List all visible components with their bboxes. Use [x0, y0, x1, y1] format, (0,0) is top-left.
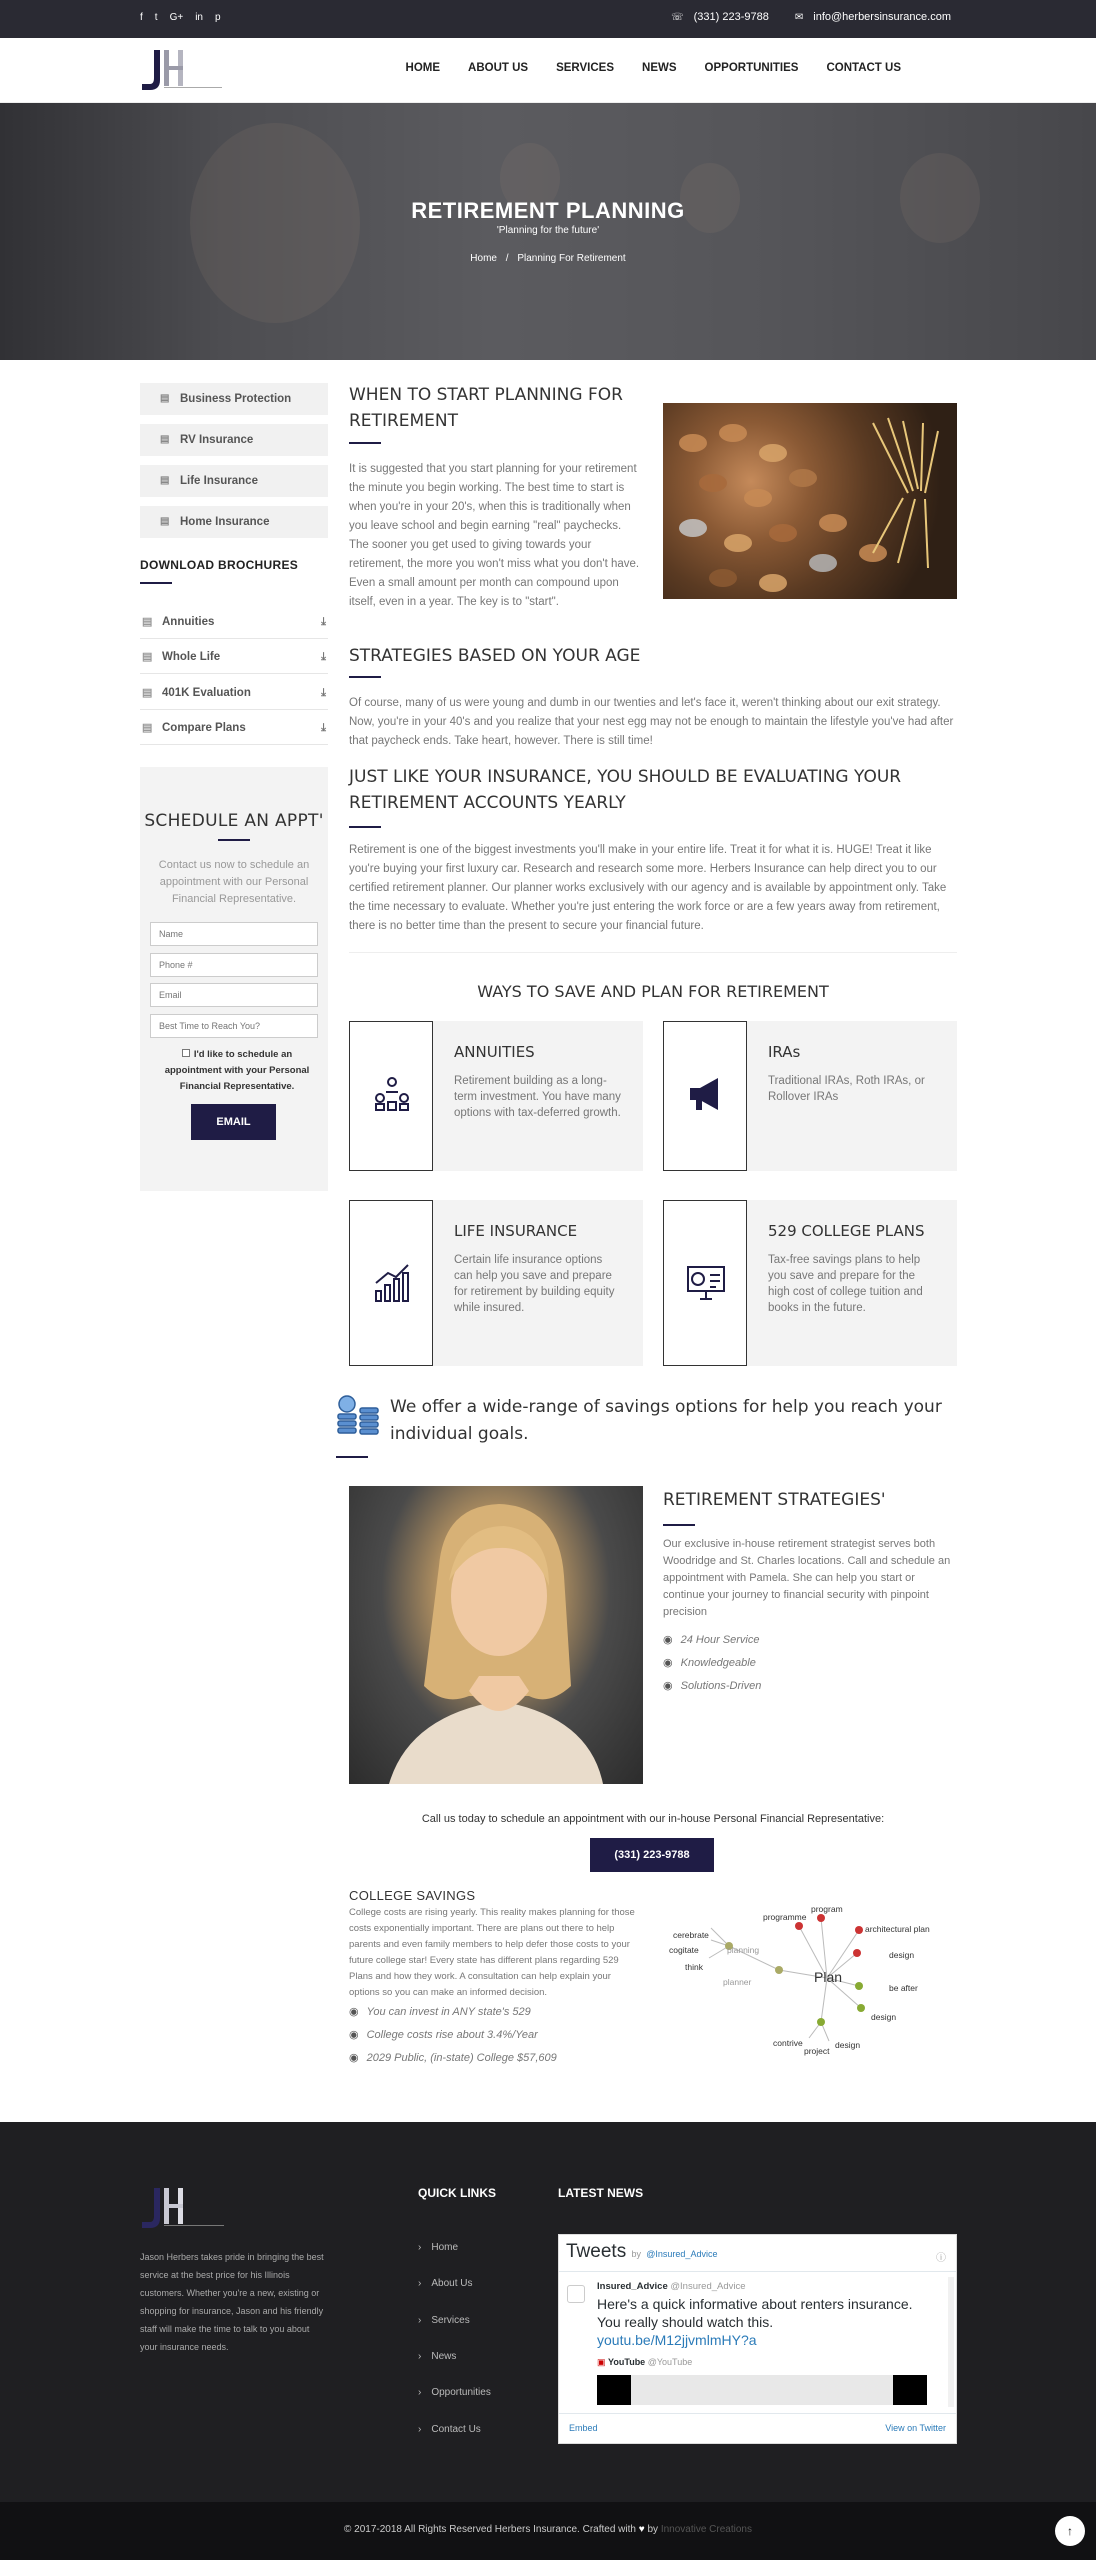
way-card-iras[interactable] — [663, 1021, 957, 1171]
mindmap-word: Plan — [814, 1969, 843, 1985]
linkedin-icon[interactable]: in — [195, 12, 203, 23]
heading-underline — [218, 839, 250, 841]
bullet-text: Solutions-Driven — [680, 1680, 762, 1692]
footer-link-opportunities[interactable] — [418, 2387, 491, 2398]
mindmap-word: design — [889, 1950, 915, 1960]
breadcrumb-current: Planning For Retirement — [517, 253, 626, 264]
download-whole-life[interactable] — [140, 640, 328, 674]
download-compare-plans[interactable] — [140, 711, 328, 745]
college-bullet — [349, 2051, 557, 2064]
document-icon: ▤ — [160, 475, 170, 486]
pdf-icon: ▤ — [142, 687, 153, 699]
mindmap-word: cogitate — [669, 1945, 699, 1955]
download-401k[interactable] — [140, 676, 328, 710]
footer-link-home[interactable] — [418, 2242, 458, 2253]
bullet-text: 24 Hour Service — [680, 1634, 760, 1646]
bullet-text: Knowledgeable — [680, 1657, 756, 1669]
circle-check-icon: ◉ — [663, 1680, 673, 1692]
copyright — [0, 2524, 1096, 2535]
strategies-bullet — [663, 1633, 759, 1646]
footer-link-label: Home — [431, 2242, 459, 2253]
monitor-chart-icon — [663, 1200, 747, 1366]
footer-link-about-us[interactable] — [418, 2278, 472, 2289]
nav-home[interactable]: HOME — [405, 62, 441, 74]
pdf-icon: ▤ — [142, 722, 153, 734]
tweets-handle[interactable]: @Insured_Advice — [646, 2249, 718, 2259]
way-text: Retirement building as a long-term investment. You have many options with tax-deferred growth. — [454, 1075, 621, 1119]
scrollbar[interactable] — [948, 2277, 954, 2407]
envelope-icon: ✉ — [794, 12, 804, 23]
download-label: Annuities — [162, 616, 215, 628]
download-icon: ⤓ — [321, 722, 326, 734]
coins-illustration — [663, 403, 957, 599]
heading-underline — [663, 1524, 695, 1526]
call-phone-button[interactable]: (331) 223-9788 — [590, 1838, 714, 1872]
section-heading-when-to-start: WHEN TO START PLANNING FOR RETIREMENT — [349, 385, 623, 431]
scroll-to-top-button[interactable]: ↑ — [1055, 2516, 1085, 2546]
college-bullet — [349, 2028, 538, 2041]
document-icon: ▤ — [160, 434, 170, 445]
call-to-action-text: Call us today to schedule an appointment with our in-house Personal Financial Representative: — [421, 1813, 885, 1825]
mindmap-word: architectural plan — [865, 1924, 930, 1934]
mindmap-word: planning — [727, 1945, 760, 1955]
hero-banner — [0, 103, 1096, 360]
view-on-twitter-link[interactable]: View on Twitter — [885, 2423, 946, 2433]
sidebar-item-label: Life Insurance — [180, 475, 258, 487]
nav-news[interactable]: NEWS — [642, 62, 677, 74]
college-bullet — [349, 2005, 531, 2018]
footer-link-contact-us[interactable] — [418, 2424, 481, 2435]
document-icon: ▤ — [160, 393, 170, 404]
pinterest-icon[interactable]: p — [214, 12, 221, 23]
page-subtitle: 'Planning for the future' — [496, 225, 600, 236]
download-label: 401K Evaluation — [162, 687, 251, 699]
people-network-icon — [349, 1021, 433, 1171]
nav-services[interactable]: SERVICES — [556, 62, 615, 74]
coin-stack-icon — [336, 1394, 384, 1440]
plan-mind-map-image — [649, 1898, 959, 2063]
section-heading-evaluate-yearly: JUST LIKE YOUR INSURANCE, YOU SHOULD BE EVALUATING YOUR RETIREMENT ACCOUNTS YEARLY — [349, 767, 902, 813]
best-time-input[interactable] — [150, 1014, 318, 1038]
tweet-link[interactable]: youtu.be/M12jjvmlmHY?a — [597, 2332, 757, 2348]
growth-chart-icon — [349, 1200, 433, 1366]
footer-link-label: Opportunities — [431, 2387, 491, 2398]
page-title: RETIREMENT PLANNING — [411, 198, 685, 223]
pdf-icon: ▤ — [142, 651, 153, 663]
sidebar-item-label: Business Protection — [180, 393, 292, 405]
checkbox-label: I'd like to schedule an appointment with your Personal Financial Representative. — [164, 1049, 310, 1092]
section-heading-strategies-by-age: STRATEGIES BASED ON YOUR AGE — [349, 646, 641, 666]
section-text-when-to-start: It is suggested that you start planning for your retirement the minute you begin working. The best time to start is when you're in your 20's, when this is traditionally when you leave school and begin earning "real" paychecks. The sooner you get used to giving towards your retirement, the more you won't miss what you don't have. Even a small amount per month can compound upon itself, even in a year. The key is to "start". — [349, 463, 640, 608]
coins-image — [663, 403, 957, 599]
latest-news-heading: LATEST NEWS — [558, 2186, 644, 2200]
embed-link[interactable]: Embed — [569, 2423, 598, 2433]
footer-link-services[interactable] — [418, 2315, 470, 2326]
mindmap-word: design — [835, 2040, 861, 2050]
offer-text: We offer a wide-range of savings options for help you reach your individual goals. — [390, 1397, 942, 1444]
advisor-photo — [349, 1486, 643, 1784]
download-label: Whole Life — [162, 651, 221, 663]
phone-icon: ☏ — [671, 12, 684, 23]
footer-link-label: Contact Us — [431, 2424, 481, 2435]
mindmap-word: program — [811, 1904, 843, 1914]
way-card-529-college[interactable] — [663, 1200, 957, 1366]
way-title: 529 COLLEGE PLANS — [768, 1222, 925, 1240]
phone-input[interactable] — [150, 953, 318, 977]
heading-underline — [336, 1456, 368, 1458]
chevron-right-icon: › — [418, 2387, 422, 2398]
logo[interactable] — [140, 46, 225, 94]
chevron-right-icon: › — [418, 2351, 422, 2362]
mindmap-word: design — [871, 2012, 897, 2022]
sidebar-item-rv-insurance[interactable] — [140, 424, 328, 456]
twitter-timeline — [558, 2234, 957, 2444]
download-icon: ⤓ — [321, 687, 326, 699]
twitter-icon[interactable]: t — [154, 12, 158, 23]
way-text: Traditional IRAs, Roth IRAs, or Rollover IRAs — [768, 1075, 925, 1103]
section-text-evaluate-yearly: Retirement is one of the biggest investments you'll make in your entire life. Treat it for what it is. HUGE! Treat it like you're buying your first luxury car. Research and research some more. Herbers Insurance can help direct you to our certified retirement planner. Our planner works exclusively with our agency and is available by appointment only. Take the time necessary to evaluate. Whether you're just entering the work force or are a few years away from retirement, there is no better time than the present to secure your financial future. — [349, 844, 947, 932]
divider — [349, 952, 957, 953]
strategies-text: Our exclusive in-house retirement strategist serves both Woodridge and St. Charles locations. Call and schedule an appointment with Pamela. She can help you start or continue your journey to financial security with pinpoint precision — [663, 1538, 951, 1618]
google-plus-icon[interactable]: G+ — [169, 12, 184, 23]
circle-check-icon: ◉ — [349, 2029, 359, 2041]
college-text: College costs are rising yearly. This reality makes planning for those costs exponentially important. There are plans out there to help parents and even family members to help defer those costs to your future college star! Every state has different plans regarding 529 Plans and how they work. A consultation can help explain your options so you can make an informed decision. — [349, 1907, 635, 1998]
bullet-text: College costs rise about 3.4%/Year — [366, 2029, 538, 2041]
heading-underline — [349, 676, 381, 678]
breadcrumb — [0, 253, 1096, 264]
avatar[interactable] — [567, 2285, 585, 2303]
email-contact[interactable] — [795, 11, 951, 23]
footer-logo[interactable] — [140, 2184, 230, 2232]
download-icon: ⤓ — [321, 651, 326, 663]
chevron-right-icon: › — [418, 2242, 422, 2253]
mindmap-word: planner — [723, 1977, 752, 1987]
way-title: LIFE INSURANCE — [454, 1222, 578, 1240]
bottom-bar — [0, 2502, 1096, 2560]
breadcrumb-home[interactable]: Home — [470, 253, 497, 264]
facebook-icon[interactable]: f — [140, 12, 143, 23]
sidebar-item-life-insurance[interactable] — [140, 465, 328, 497]
footer-link-label: News — [431, 2351, 457, 2362]
phone-number: (331) 223-9788 — [693, 11, 769, 23]
tweet-text: Here's a quick informative about renters insurance. You really should watch this. — [597, 2296, 913, 2330]
way-card-annuities[interactable] — [349, 1021, 643, 1171]
video-thumbnail[interactable] — [597, 2375, 927, 2405]
sidebar-item-home-insurance[interactable] — [140, 506, 328, 538]
download-label: Compare Plans — [162, 722, 246, 734]
sidebar-item-business-protection[interactable] — [140, 383, 328, 415]
tweet-card-source — [597, 2357, 692, 2368]
copyright-by: by — [647, 2524, 659, 2535]
downloads-heading: DOWNLOAD BROCHURES — [140, 558, 299, 572]
heading-underline — [349, 826, 381, 828]
appointment-description: Contact us now to schedule an appointment with our Personal Financial Representative. — [158, 859, 310, 905]
megaphone-icon — [663, 1021, 747, 1171]
site-header — [0, 38, 1096, 103]
bullet-text: 2029 Public, (in-state) College $57,609 — [366, 2052, 557, 2064]
document-icon: ▤ — [160, 516, 170, 527]
top-bar — [0, 0, 1096, 38]
college-heading: COLLEGE SAVINGS — [349, 1888, 476, 1903]
heading-underline — [140, 582, 172, 584]
tweets-header — [566, 2241, 717, 2263]
nav-about-us[interactable]: ABOUT US — [468, 62, 529, 74]
circle-check-icon: ◉ — [349, 2052, 359, 2064]
name-input[interactable] — [150, 922, 318, 946]
circle-check-icon: ◉ — [663, 1657, 673, 1669]
copyright-text: © 2017-2018 All Rights Reserved Herbers Insurance. Crafted with — [344, 2524, 636, 2535]
section-text-strategies-by-age: Of course, many of us were young and dumb in our twenties and let's face it, weren't thinking about our exit strategy. Now, you're in your 40's and you realize that your nest egg may not be enough to maintain the lifestyle you've had after that paycheck ends. Take heart, however. There is still time! — [349, 697, 954, 747]
mindmap-word: think — [685, 1962, 703, 1972]
download-annuities[interactable] — [140, 605, 328, 639]
mindmap-word: contrive — [773, 2038, 803, 2048]
nav-opportunities[interactable]: OPPORTUNITIES — [704, 62, 799, 74]
breadcrumb-separator: / — [505, 253, 509, 264]
bullet-text: You can invest in ANY state's 529 — [366, 2006, 531, 2018]
email-input[interactable] — [150, 983, 318, 1007]
heading-underline — [349, 442, 381, 444]
circle-check-icon: ◉ — [349, 2006, 359, 2018]
strategies-bullet — [663, 1679, 761, 1692]
email-address: info@herbersinsurance.com — [813, 11, 951, 23]
advisor-portrait — [349, 1486, 643, 1784]
chevron-right-icon: › — [418, 2278, 422, 2289]
sidebar-item-label: Home Insurance — [180, 516, 270, 528]
mindmap-word: cerebrate — [673, 1930, 709, 1940]
info-icon[interactable]: ⓘ — [936, 2253, 946, 2264]
mindmap-word: project — [804, 2046, 830, 2056]
heart-icon: ♥ — [638, 2524, 645, 2535]
circle-check-icon: ◉ — [663, 1634, 673, 1646]
youtube-icon: ▣ — [597, 2357, 606, 2367]
quick-links-heading: QUICK LINKS — [418, 2186, 496, 2200]
strategies-bullet — [663, 1656, 756, 1669]
download-icon: ⤓ — [321, 616, 326, 628]
mindmap-word: be after — [889, 1983, 918, 1993]
main-nav — [406, 62, 901, 74]
source-name: YouTube — [608, 2357, 646, 2367]
chevron-right-icon: › — [418, 2424, 422, 2435]
tweets-by: by — [631, 2249, 641, 2259]
phone-contact[interactable] — [671, 11, 769, 23]
ways-heading: WAYS TO SAVE AND PLAN FOR RETIREMENT — [477, 982, 829, 1001]
social-links — [140, 12, 221, 23]
credit-link[interactable]: Innovative Creations — [660, 2524, 752, 2535]
way-card-life-insurance[interactable] — [349, 1200, 643, 1366]
checkbox[interactable] — [182, 1049, 190, 1057]
email-submit-button[interactable]: EMAIL — [191, 1104, 276, 1140]
way-text: Tax-free savings plans to help you save and prepare for the high cost of college tuition and books in the future. — [768, 1254, 923, 1314]
footer-link-label: Services — [431, 2315, 470, 2326]
tweet-author-name[interactable]: Insured_Advice — [597, 2281, 668, 2292]
strategies-heading: RETIREMENT STRATEGIES' — [663, 1490, 886, 1510]
appointment-checkbox[interactable] — [158, 1047, 316, 1095]
way-text: Certain life insurance options can help you save and prepare for retirement by building equity while insured. — [454, 1254, 615, 1314]
chevron-right-icon: › — [418, 2315, 422, 2326]
sidebar-item-label: RV Insurance — [180, 434, 254, 446]
tweets-title: Tweets — [566, 2241, 627, 2262]
footer-link-news[interactable] — [418, 2351, 456, 2362]
tweet-author-handle: @Insured_Advice — [670, 2281, 746, 2292]
source-handle: @YouTube — [647, 2357, 693, 2367]
appointment-form — [140, 767, 328, 1191]
footer-link-label: About Us — [431, 2278, 473, 2289]
tweet-author — [597, 2281, 746, 2292]
pdf-icon: ▤ — [142, 616, 153, 628]
site-footer — [0, 2122, 1096, 2502]
appointment-title: SCHEDULE AN APPT' — [144, 811, 324, 831]
mindmap-word: programme — [763, 1912, 807, 1922]
footer-about-text: Jason Herbers takes pride in bringing the best service at the best price for his Illinois customers. Whether you're a new, existing or shopping for insurance, Jason and his friendly staff will make the time to talk to you about your insurance needs. — [140, 2252, 324, 2352]
nav-contact-us[interactable]: CONTACT US — [826, 62, 901, 74]
way-title: ANNUITIES — [454, 1043, 535, 1061]
way-title: IRAs — [768, 1043, 801, 1061]
